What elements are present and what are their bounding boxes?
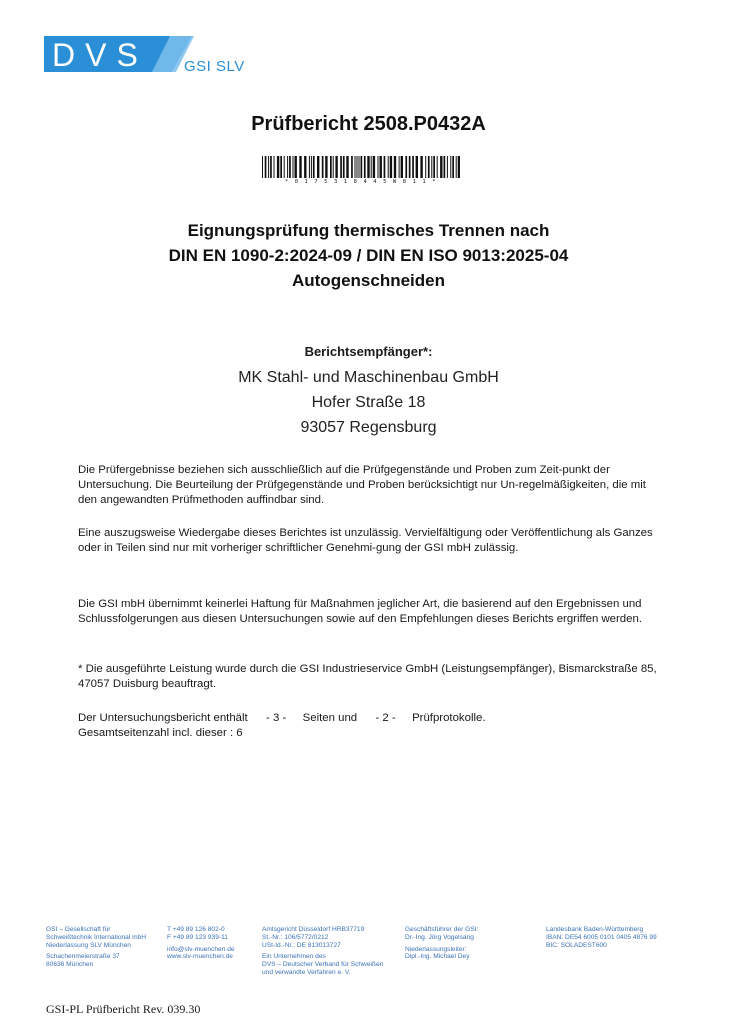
barcode-bar <box>333 156 334 178</box>
barcode-bar <box>420 156 422 178</box>
barcode-bar <box>444 156 446 178</box>
barcode-bar <box>270 156 272 178</box>
footer-management <box>405 926 540 961</box>
barcode-bar <box>409 156 411 178</box>
footer-line: St.-Nr.: 106/5772/0212 <box>262 933 329 941</box>
footer-bank <box>546 926 696 949</box>
footer-registry <box>262 926 402 977</box>
footer-line: Dipl.-Ing. Michael Dey <box>405 953 470 961</box>
barcode-bar <box>433 156 435 178</box>
footer-line: DVS – Deutscher Verband für Schweißen <box>262 961 384 969</box>
barcode-bar <box>367 156 369 178</box>
barcode-bar <box>311 156 312 178</box>
barcode-bar <box>416 156 418 178</box>
barcode-bar <box>357 156 358 178</box>
barcode-bar <box>309 156 310 178</box>
paragraph-scope: Die Prüfergebnisse beziehen sich ausschließlich auf die Prüfgegenstände und Proben zum Zeit-punkt der Untersuchung. Die Beurteilung der Prüfgegenstände und Proben berücksichtigt nur Un-regelmäßigkeiten, die mit den angewandten Prüfmethoden auffindbar sind. <box>78 464 646 506</box>
barcode-bar <box>351 156 353 178</box>
barcode-bar <box>330 156 332 178</box>
barcode-bar <box>268 156 269 178</box>
report-title: Prüfbericht 2508.P0432A <box>251 113 486 135</box>
heading-line-3: Autogenschneiden <box>291 271 445 290</box>
summary-pages-label: Seiten und <box>302 712 358 724</box>
barcode-bar <box>346 156 348 178</box>
barcode-bar <box>456 156 457 178</box>
summary-protocols-label: Prüfprotokolle. <box>412 712 486 724</box>
logo-text: DVS <box>52 37 148 73</box>
footer-line: Dr.-Ing. Jörg Vogelsang <box>405 933 474 941</box>
footer-line: Niederlassungsleiter: <box>405 945 467 953</box>
barcode-bar <box>378 156 379 178</box>
barcode-bar <box>265 156 267 178</box>
barcode-bar <box>317 156 319 178</box>
heading-line-2: DIN EN 1090-2:2024-09 / DIN EN ISO 9013:2025-04 <box>168 246 569 265</box>
barcode-bar <box>335 156 337 178</box>
footer-line: Schweißtechnik International mbH <box>46 933 147 941</box>
barcode-bar <box>394 156 396 178</box>
footer-line: Landesbank Baden-Württemberg <box>546 926 644 933</box>
heading-line-1: Eignungsprüfung thermisches Trennen nach <box>187 221 550 240</box>
barcode-bar <box>355 156 356 178</box>
barcode-bar <box>388 156 389 178</box>
barcode-bar <box>428 156 430 178</box>
footer-line: Ein Unternehmen des <box>262 953 326 961</box>
paragraph-liability: Die GSI mbH übernimmt keinerlei Haftung für Maßnahmen jeglicher Art, die basierend auf den Ergebnissen und Schlussfolgerungen aus diesen Untersuchungen sowie auf den Empfehlungen dieses Berichts ergriffen werden. <box>78 598 642 625</box>
footer-line: IBAN: DE54 6005 0101 0405 4876 99 <box>546 933 657 941</box>
barcode-bar <box>304 156 306 178</box>
barcode-bar <box>293 156 294 178</box>
footer-line: USt-Id.-Nr.: DE 813013727 <box>262 941 341 949</box>
barcode-bar <box>280 156 282 178</box>
recipient-city: 93057 Regensburg <box>300 419 437 436</box>
footer-contact <box>167 926 257 961</box>
footer-company <box>46 926 161 969</box>
barcode-bar <box>322 156 324 178</box>
footer-line: Amtsgericht Düsseldorf HRB37719 <box>262 926 365 933</box>
barcode-bar <box>343 156 345 178</box>
barcode-bar <box>277 156 279 178</box>
barcode-bar <box>340 156 342 178</box>
footer-website: www.slv-muenchen.de <box>167 953 233 961</box>
barcode-bar <box>390 156 392 178</box>
barcode-bar <box>380 156 382 178</box>
barcode-bar <box>384 156 386 178</box>
barcode-bar <box>325 156 327 178</box>
barcode-bar <box>359 156 360 178</box>
summary-total-pages: Gesamtseitenzahl incl. dieser : 6 <box>78 727 243 739</box>
footer-line: Geschäftsführer der GSI: <box>405 926 479 933</box>
footer-line: Schachenmeierstraße 37 <box>46 953 120 961</box>
barcode-bar <box>287 156 288 178</box>
footer-line: Niederlassung SLV München <box>46 941 131 949</box>
summary-protocols: - 2 - <box>375 712 396 724</box>
barcode-bar <box>313 156 315 178</box>
barcode-bar <box>284 156 285 178</box>
barcode-bar <box>373 156 375 178</box>
footer-line: GSI – Gesellschaft für <box>46 926 111 933</box>
barcode-bar <box>440 156 442 178</box>
recipient-street: Hofer Straße 18 <box>311 394 426 411</box>
footer-line: 80636 München <box>46 961 94 969</box>
summary-prefix: Der Untersuchungsbericht enthält <box>78 712 248 724</box>
recipient-label: Berichtsempfänger*: <box>304 344 433 359</box>
document-revision: GSI-PL Prüfbericht Rev. 039.30 <box>46 1002 201 1016</box>
barcode <box>262 156 460 178</box>
barcode-bar <box>458 156 460 178</box>
footer-line: und verwandte Verfahren e. V. <box>262 968 351 976</box>
footer-phone: T +49 89 126 802-0 <box>167 926 225 933</box>
barcode-bar <box>274 156 275 178</box>
footer-line: BIC: SOLADEST600 <box>546 941 607 949</box>
barcode-bar <box>425 156 426 178</box>
barcode-bar <box>364 156 366 178</box>
barcode-bar <box>452 156 454 178</box>
barcode-bar <box>401 156 403 178</box>
paragraph-footnote: * Die ausgeführte Leistung wurde durch die GSI Industrieservice GmbH (Leistungsempfänger), Bismarckstraße 85, 47057 Duisburg beauftragt. <box>78 663 657 690</box>
barcode-bar <box>399 156 400 178</box>
barcode-bar <box>299 156 301 178</box>
logo-subtext: GSI SLV <box>184 58 245 75</box>
barcode-bar <box>262 156 263 178</box>
footer-fax: F +49 89 123 939-11 <box>167 933 228 941</box>
barcode-bar <box>361 156 363 178</box>
barcode-bar <box>295 156 297 178</box>
barcode-bar <box>431 156 432 178</box>
recipient-company: MK Stahl- und Maschinenbau GmbH <box>238 369 499 386</box>
footer-email: info@slv-muenchen.de <box>167 945 235 953</box>
barcode-bar <box>371 156 372 178</box>
summary-pages: - 3 - <box>266 712 287 724</box>
paragraph-reproduction: Eine auszugsweise Wiedergabe dieses Berichtes ist unzulässig. Vervielfältigung oder Veröffentlichung als Ganzes oder in Teilen sind nur mit vorheriger schriftlicher Genehmi-gung der GSI mbH zulässig. <box>78 527 653 554</box>
barcode-text: * 0 1 7 5 3 1 8 4 4 5 W 8 1 1 * <box>284 179 438 185</box>
page-count-summary <box>78 711 668 741</box>
barcode-bar <box>412 156 414 178</box>
barcode-bar <box>437 156 438 178</box>
barcode-bar <box>447 156 448 178</box>
barcode-bar <box>289 156 291 178</box>
barcode-bar <box>450 156 451 178</box>
barcode-bar <box>405 156 407 178</box>
